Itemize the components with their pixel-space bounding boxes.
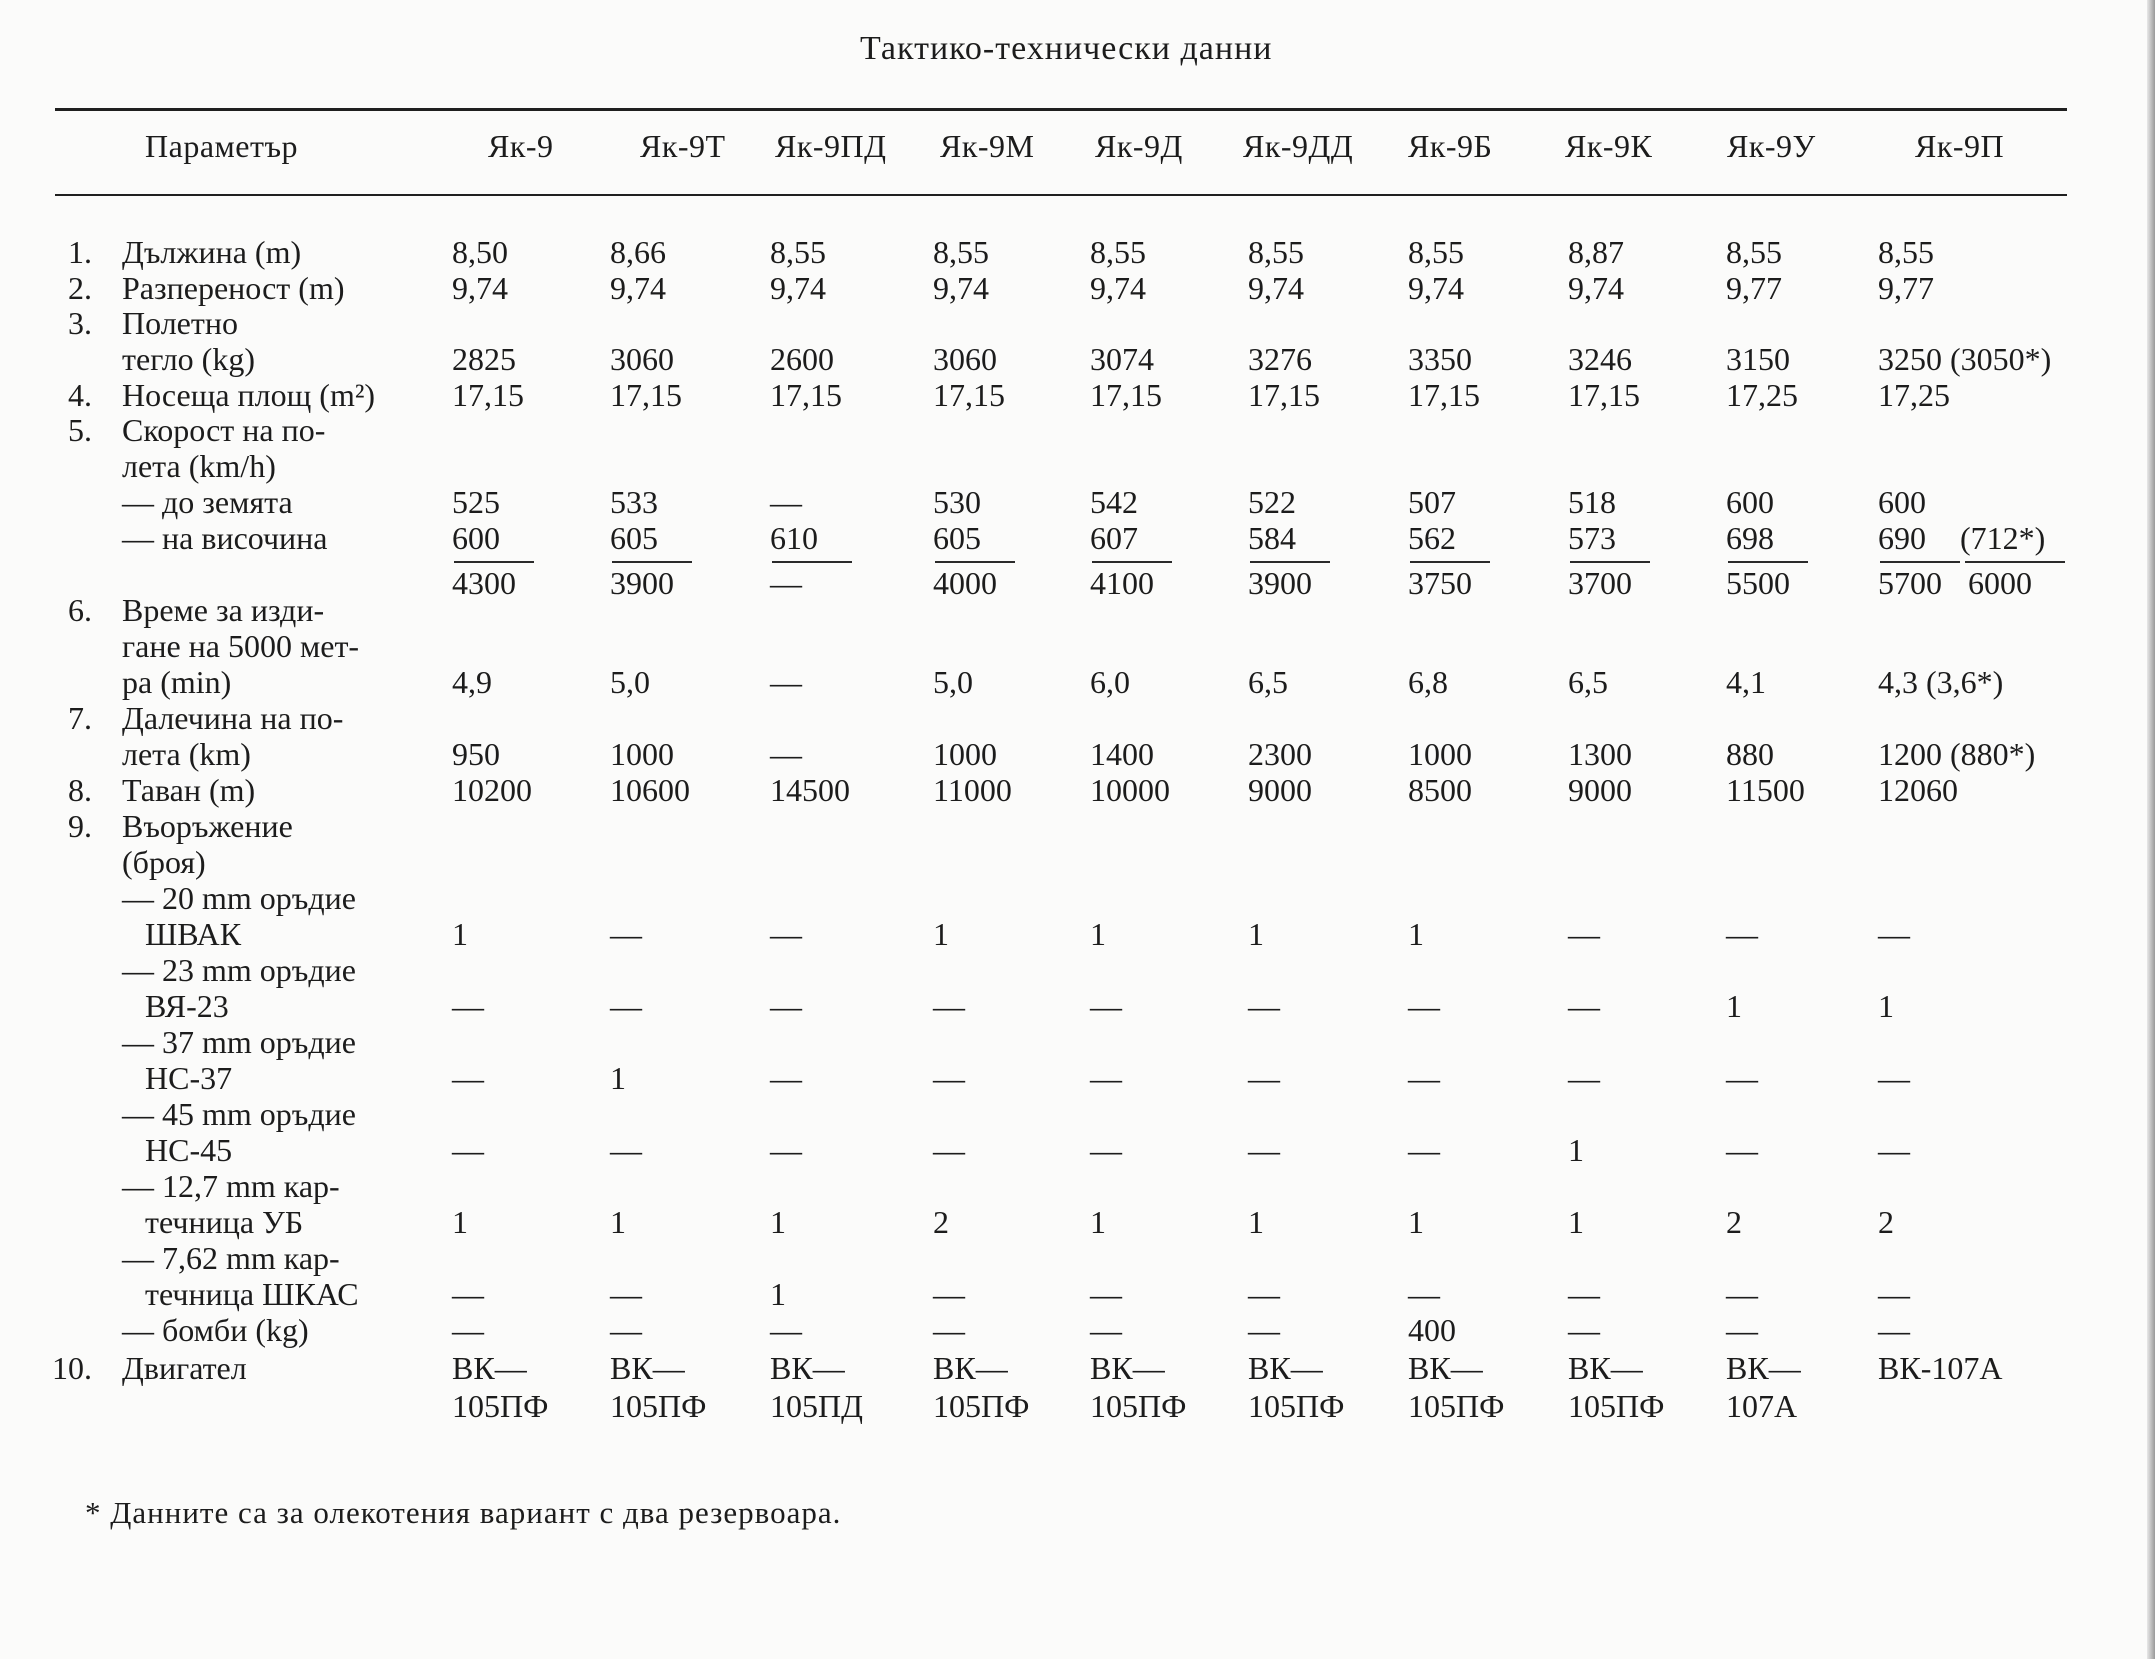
cell-range: 2300 [1248, 736, 1312, 772]
cell-span: 9,74 [1408, 270, 1464, 306]
cell-ns37: — [1726, 1060, 1758, 1096]
parameter-label: ШВАК [145, 916, 242, 952]
parameter-label: — бомби (kg) [122, 1312, 309, 1348]
cell-ub: 1 [610, 1204, 626, 1240]
cell-shvak: 1 [452, 916, 468, 952]
cell-ns37: 1 [610, 1060, 626, 1096]
row-number: 4. [68, 377, 92, 413]
fraction-bar [1570, 561, 1650, 563]
cell-ns37: — [1568, 1060, 1600, 1096]
cell-shkas: — [1090, 1276, 1122, 1312]
cell-climb: 6,8 [1408, 664, 1448, 700]
cell-ns45: — [1878, 1132, 1910, 1168]
row-number: 7. [68, 700, 92, 736]
cell-climb: 6,5 [1248, 664, 1288, 700]
cell-altitude: 4100 [1090, 565, 1154, 601]
cell-climb: 4,9 [452, 664, 492, 700]
cell-engine-a: ВК— [1408, 1350, 1483, 1386]
cell-area: 17,15 [1568, 377, 1640, 413]
cell-area: 17,15 [1408, 377, 1480, 413]
cell-engine-a: ВК— [1568, 1350, 1643, 1386]
cell-vya23: — [1568, 988, 1600, 1024]
parameter-label: Дължина (m) [122, 234, 302, 270]
parameter-label: гане на 5000 мет- [122, 628, 360, 664]
cell-range: 880 [1726, 736, 1774, 772]
cell-range: 1000 [933, 736, 997, 772]
cell-weight: 2600 [770, 341, 834, 377]
cell-engine-b: 105ПФ [610, 1388, 707, 1424]
cell-vya23: — [452, 988, 484, 1024]
cell-speed-alt: 605 [933, 520, 981, 556]
cell-engine-a: ВК— [1248, 1350, 1323, 1386]
cell-span: 9,77 [1878, 270, 1934, 306]
cell-ns37: — [1878, 1060, 1910, 1096]
cell-speed-ground: — [770, 484, 802, 520]
cell-range: 1200 (880*) [1878, 736, 2036, 772]
cell-length: 8,55 [770, 234, 826, 270]
parameter-label: Далечина на по- [122, 700, 344, 736]
parameter-label: течница УБ [145, 1204, 304, 1240]
cell-climb: 5,0 [610, 664, 650, 700]
table-header-rule [55, 194, 2067, 196]
page-edge [2147, 0, 2155, 1659]
cell-climb: — [770, 664, 802, 700]
cell-range: 1400 [1090, 736, 1154, 772]
cell-area: 17,15 [452, 377, 524, 413]
cell-ub: 1 [1568, 1204, 1584, 1240]
cell-ns45: — [452, 1132, 484, 1168]
cell-length: 8,66 [610, 234, 666, 270]
cell-ns45: — [933, 1132, 965, 1168]
cell-weight: 3246 [1568, 341, 1632, 377]
cell-altitude-extra: 6000 [1968, 565, 2032, 601]
cell-bombs: — [770, 1312, 802, 1348]
cell-shkas: — [1878, 1276, 1910, 1312]
cell-speed-ground: 533 [610, 484, 658, 520]
cell-vya23: 1 [1726, 988, 1742, 1024]
cell-range: — [770, 736, 802, 772]
cell-length: 8,55 [933, 234, 989, 270]
cell-weight: 3250 (3050*) [1878, 341, 2052, 377]
cell-weight: 3350 [1408, 341, 1472, 377]
cell-ns45: — [1726, 1132, 1758, 1168]
cell-speed-alt: 607 [1090, 520, 1138, 556]
cell-length: 8,55 [1408, 234, 1464, 270]
cell-altitude: — [770, 565, 802, 601]
cell-span: 9,77 [1726, 270, 1782, 306]
parameter-label: Таван (m) [122, 772, 256, 808]
cell-vya23: — [610, 988, 642, 1024]
cell-bombs: — [1090, 1312, 1122, 1348]
fraction-bar [1728, 561, 1808, 563]
cell-shvak: — [610, 916, 642, 952]
cell-altitude: 4300 [452, 565, 516, 601]
cell-shvak: — [770, 916, 802, 952]
cell-speed-ground: 507 [1408, 484, 1456, 520]
cell-engine-a: ВК— [610, 1350, 685, 1386]
cell-length: 8,55 [1248, 234, 1304, 270]
cell-ns37: — [1408, 1060, 1440, 1096]
parameter-label: НС-37 [145, 1060, 233, 1096]
cell-area: 17,25 [1726, 377, 1798, 413]
cell-area: 17,15 [933, 377, 1005, 413]
cell-ns37: — [1248, 1060, 1280, 1096]
cell-altitude: 4000 [933, 565, 997, 601]
cell-weight: 3060 [610, 341, 674, 377]
parameter-label: — 12,7 mm кар- [122, 1168, 340, 1204]
cell-engine-a: ВК— [770, 1350, 845, 1386]
cell-weight: 3150 [1726, 341, 1790, 377]
cell-bombs: — [1568, 1312, 1600, 1348]
cell-shvak: — [1568, 916, 1600, 952]
cell-weight: 2825 [452, 341, 516, 377]
parameter-label: Време за изди- [122, 592, 325, 628]
cell-engine-a: ВК-107А [1878, 1350, 2003, 1386]
cell-span: 9,74 [933, 270, 989, 306]
cell-bombs: — [610, 1312, 642, 1348]
fraction-bar [612, 561, 692, 563]
cell-span: 9,74 [1568, 270, 1624, 306]
parameter-label: Двигател [122, 1350, 247, 1386]
cell-shkas: — [610, 1276, 642, 1312]
cell-engine-a: ВК— [452, 1350, 527, 1386]
cell-vya23: — [933, 988, 965, 1024]
cell-ceiling: 10200 [452, 772, 532, 808]
cell-speed-ground: 600 [1726, 484, 1774, 520]
cell-shvak: 1 [1090, 916, 1106, 952]
cell-ub: 1 [1090, 1204, 1106, 1240]
cell-ns37: — [770, 1060, 802, 1096]
cell-length: 8,55 [1090, 234, 1146, 270]
fraction-bar [1880, 561, 1960, 563]
cell-altitude: 3900 [610, 565, 674, 601]
parameter-label: Разпереност (m) [122, 270, 345, 306]
cell-shkas: — [1568, 1276, 1600, 1312]
parameter-label: течница ШКАС [145, 1276, 359, 1312]
cell-altitude: 5700 [1878, 565, 1942, 601]
cell-ceiling: 12060 [1878, 772, 1958, 808]
cell-bombs: — [452, 1312, 484, 1348]
cell-area: 17,15 [610, 377, 682, 413]
cell-altitude: 3900 [1248, 565, 1312, 601]
cell-ns37: — [933, 1060, 965, 1096]
cell-speed-alt: 698 [1726, 520, 1774, 556]
cell-bombs: — [1248, 1312, 1280, 1348]
cell-shvak: — [1726, 916, 1758, 952]
cell-span: 9,74 [610, 270, 666, 306]
cell-speed-ground: 525 [452, 484, 500, 520]
cell-ns45: — [610, 1132, 642, 1168]
cell-bombs: — [1726, 1312, 1758, 1348]
cell-engine-b: 105ПФ [933, 1388, 1030, 1424]
cell-shkas: — [1726, 1276, 1758, 1312]
table-top-rule [55, 108, 2067, 111]
header-model: Як-9К [1565, 128, 1653, 164]
cell-weight: 3074 [1090, 341, 1154, 377]
parameter-label: — 7,62 mm кар- [122, 1240, 340, 1276]
cell-speed-ground: 518 [1568, 484, 1616, 520]
cell-bombs: — [933, 1312, 965, 1348]
cell-vya23: — [770, 988, 802, 1024]
parameter-label: лета (km) [122, 736, 251, 772]
parameter-label: — 20 mm оръдие [122, 880, 356, 916]
parameter-label: тегло (kg) [122, 341, 255, 377]
cell-climb: 6,0 [1090, 664, 1130, 700]
cell-ns45: — [1248, 1132, 1280, 1168]
parameter-label: ра (min) [122, 664, 232, 700]
parameter-label: Носеща площ (m²) [122, 377, 376, 413]
cell-ceiling: 9000 [1568, 772, 1632, 808]
cell-engine-b: 105ПФ [1248, 1388, 1345, 1424]
cell-span: 9,74 [1090, 270, 1146, 306]
cell-ceiling: 11000 [933, 772, 1012, 808]
cell-speed-ground: 600 [1878, 484, 1926, 520]
cell-area: 17,15 [770, 377, 842, 413]
cell-climb: 4,1 [1726, 664, 1766, 700]
cell-climb: 6,5 [1568, 664, 1608, 700]
fraction-bar [1965, 561, 2065, 563]
cell-span: 9,74 [770, 270, 826, 306]
header-model: Як-9Д [1095, 128, 1183, 164]
row-number: 5. [68, 412, 92, 448]
cell-ub: 1 [1408, 1204, 1424, 1240]
cell-speed-alt: 573 [1568, 520, 1616, 556]
cell-length: 8,55 [1878, 234, 1934, 270]
parameter-label: Полетно [122, 305, 238, 341]
cell-ns45: — [1090, 1132, 1122, 1168]
row-number: 6. [68, 592, 92, 628]
header-model: Як-9Б [1408, 128, 1493, 164]
cell-area: 17,15 [1090, 377, 1162, 413]
cell-shvak: — [1878, 916, 1910, 952]
cell-climb: 5,0 [933, 664, 973, 700]
cell-speed-alt: 562 [1408, 520, 1456, 556]
cell-ceiling: 10000 [1090, 772, 1170, 808]
cell-length: 8,50 [452, 234, 508, 270]
cell-ceiling: 10600 [610, 772, 690, 808]
cell-length: 8,87 [1568, 234, 1624, 270]
cell-ub: 1 [1248, 1204, 1264, 1240]
cell-ns37: — [452, 1060, 484, 1096]
parameter-label: — на височина [122, 520, 328, 556]
header-model: Як-9Т [640, 128, 726, 164]
cell-altitude: 5500 [1726, 565, 1790, 601]
fraction-bar [935, 561, 1015, 563]
fraction-bar [454, 561, 534, 563]
cell-weight: 3060 [933, 341, 997, 377]
cell-ub: 2 [933, 1204, 949, 1240]
parameter-label: — до земята [122, 484, 293, 520]
header-model: Як-9У [1727, 128, 1816, 164]
cell-shkas: — [933, 1276, 965, 1312]
cell-range: 950 [452, 736, 500, 772]
cell-range: 1300 [1568, 736, 1632, 772]
footnote: * Данните са за олекотения вариант с два резервоара. [85, 1495, 842, 1530]
parameter-label: (броя) [122, 844, 206, 880]
row-number: 1. [68, 234, 92, 270]
header-model: Як-9П [1915, 128, 2005, 164]
cell-ceiling: 9000 [1248, 772, 1312, 808]
cell-ub: 1 [770, 1204, 786, 1240]
cell-engine-b: 105ПД [770, 1388, 863, 1424]
header-model: Як-9ПД [775, 128, 887, 164]
cell-speed-ground: 542 [1090, 484, 1138, 520]
cell-vya23: 1 [1878, 988, 1894, 1024]
parameter-label: — 45 mm оръдие [122, 1096, 356, 1132]
cell-speed-ground: 530 [933, 484, 981, 520]
fraction-bar [772, 561, 852, 563]
cell-ub: 1 [452, 1204, 468, 1240]
fraction-bar [1092, 561, 1172, 563]
cell-ceiling: 8500 [1408, 772, 1472, 808]
fraction-bar [1410, 561, 1490, 563]
cell-length: 8,55 [1726, 234, 1782, 270]
header-parameter: Параметър [145, 128, 298, 164]
cell-vya23: — [1248, 988, 1280, 1024]
parameter-label: Въоръжение [122, 808, 293, 844]
cell-speed-alt: 605 [610, 520, 658, 556]
cell-engine-b: 107А [1726, 1388, 1798, 1424]
cell-range: 1000 [1408, 736, 1472, 772]
header-model: Як-9 [488, 128, 554, 164]
parameter-label: — 23 mm оръдие [122, 952, 356, 988]
row-number: 9. [68, 808, 92, 844]
cell-shkas: — [1248, 1276, 1280, 1312]
cell-speed-alt: 600 [452, 520, 500, 556]
cell-vya23: — [1408, 988, 1440, 1024]
cell-area: 17,15 [1248, 377, 1320, 413]
document-title: Тактико-технически данни [860, 30, 1273, 67]
cell-speed-alt-extra: (712*) [1960, 520, 2046, 556]
parameter-label: — 37 mm оръдие [122, 1024, 356, 1060]
cell-ceiling: 11500 [1726, 772, 1805, 808]
cell-ub: 2 [1726, 1204, 1742, 1240]
cell-engine-a: ВК— [933, 1350, 1008, 1386]
cell-shkas: — [452, 1276, 484, 1312]
header-model: Як-9ДД [1243, 128, 1354, 164]
cell-speed-alt: 690 [1878, 520, 1926, 556]
cell-shkas: — [1408, 1276, 1440, 1312]
row-number: 3. [68, 305, 92, 341]
cell-shvak: 1 [1408, 916, 1424, 952]
parameter-label: НС-45 [145, 1132, 233, 1168]
cell-engine-a: ВК— [1090, 1350, 1165, 1386]
cell-speed-alt: 610 [770, 520, 818, 556]
fraction-bar [1250, 561, 1330, 563]
cell-ns37: — [1090, 1060, 1122, 1096]
cell-speed-alt: 584 [1248, 520, 1296, 556]
parameter-label: Скорост на по- [122, 412, 326, 448]
cell-engine-a: ВК— [1726, 1350, 1801, 1386]
parameter-label: ВЯ-23 [145, 988, 229, 1024]
row-number: 2. [68, 270, 92, 306]
cell-engine-b: 105ПФ [452, 1388, 549, 1424]
cell-area: 17,25 [1878, 377, 1950, 413]
cell-span: 9,74 [452, 270, 508, 306]
cell-ceiling: 14500 [770, 772, 850, 808]
cell-range: 1000 [610, 736, 674, 772]
cell-span: 9,74 [1248, 270, 1304, 306]
cell-ub: 2 [1878, 1204, 1894, 1240]
cell-engine-b: 105ПФ [1408, 1388, 1505, 1424]
cell-ns45: — [770, 1132, 802, 1168]
row-number: 10. [52, 1350, 92, 1386]
cell-bombs: 400 [1408, 1312, 1456, 1348]
cell-shvak: 1 [933, 916, 949, 952]
cell-speed-ground: 522 [1248, 484, 1296, 520]
cell-bombs: — [1878, 1312, 1910, 1348]
cell-shkas: 1 [770, 1276, 786, 1312]
row-number: 8. [68, 772, 92, 808]
cell-ns45: — [1408, 1132, 1440, 1168]
cell-engine-b: 105ПФ [1090, 1388, 1187, 1424]
cell-ns45: 1 [1568, 1132, 1584, 1168]
cell-vya23: — [1090, 988, 1122, 1024]
cell-altitude: 3750 [1408, 565, 1472, 601]
cell-climb: 4,3 (3,6*) [1878, 664, 2004, 700]
header-model: Як-9М [940, 128, 1035, 164]
cell-engine-b: 105ПФ [1568, 1388, 1665, 1424]
cell-altitude: 3700 [1568, 565, 1632, 601]
cell-shvak: 1 [1248, 916, 1264, 952]
cell-weight: 3276 [1248, 341, 1312, 377]
parameter-label: лета (km/h) [122, 448, 276, 484]
